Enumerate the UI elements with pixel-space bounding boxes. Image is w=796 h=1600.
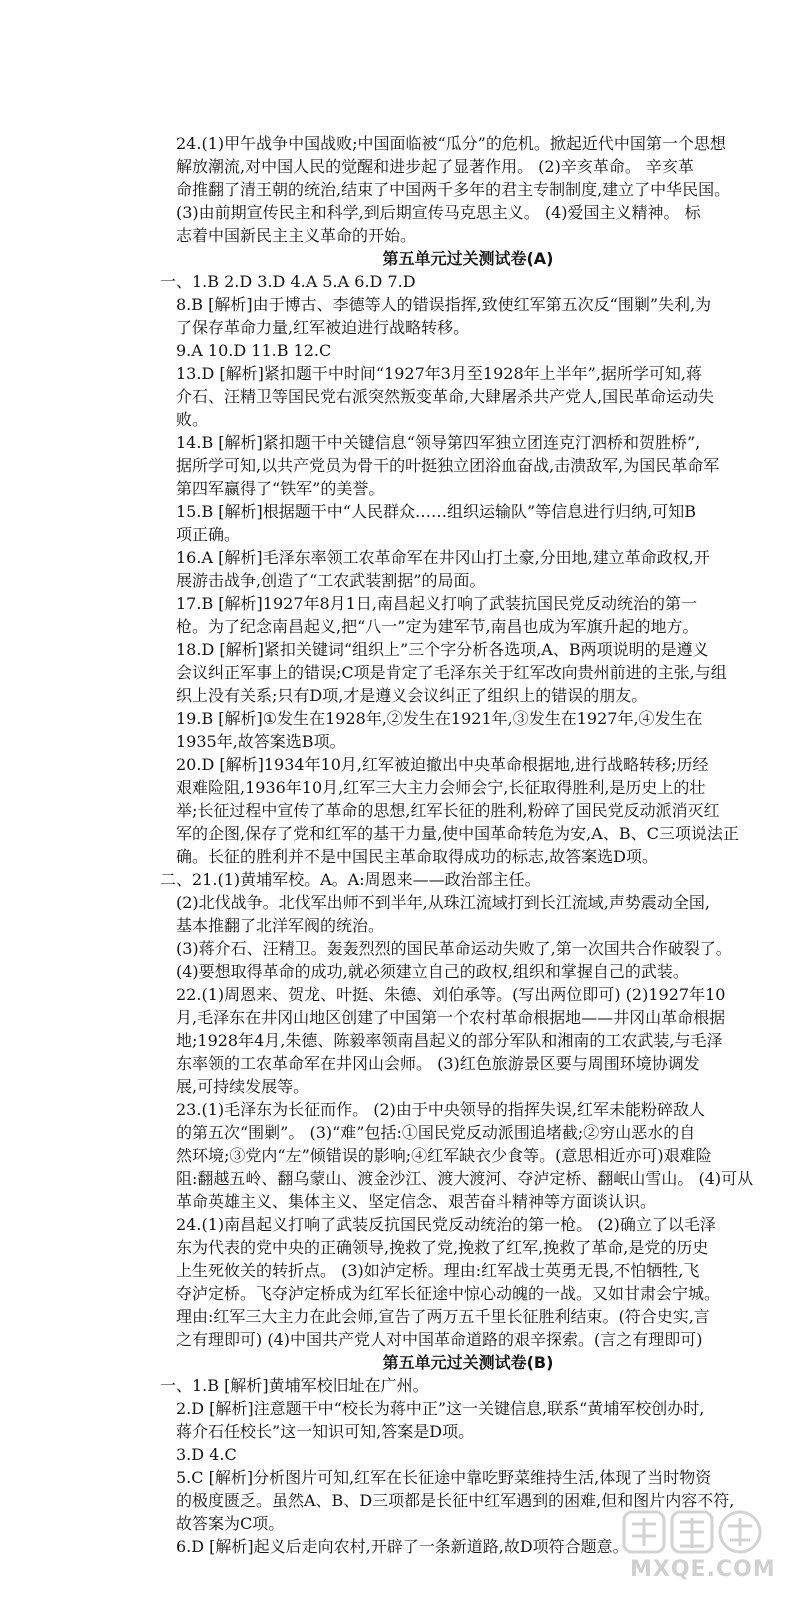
text-line: 一、1.B [解析]黄埔军校旧址在广州。 xyxy=(160,1376,429,1395)
text-line: 枪。为了纪念南昌起义,把“八一”定为建军节,南昌也成为军旗升起的地方。 xyxy=(176,617,699,636)
text-line: 9.A 10.D 11.B 12.C xyxy=(176,341,332,360)
text-line: 解放潮流,对中国人民的觉醒和进步起了显著作用。 (2)辛亥革命。 辛亥革 xyxy=(176,157,694,176)
text-line: 二、21.(1)黄埔军校。A。A:周恩来——政治部主任。 xyxy=(160,870,541,889)
text-line: 东率领的工农革命军在井冈山会师。 (3)红色旅游景区要与周围环境协调发 xyxy=(176,1054,700,1073)
text-line: 24.(1)甲午战争中国战败;中国面临被“瓜分”的危机。掀起近代中国第一个思想 xyxy=(176,134,726,153)
text-line: 命推翻了清王朝的统治,结束了中国两千多年的君主专制制度,建立了中华民国。 xyxy=(176,180,731,199)
text-line: 2.D [解析]注意题干中“校长为蒋中正”这一关键信息,联系“黄埔军校创办时, xyxy=(176,1399,705,1418)
text-line: 地;1928年4月,朱德、陈毅率领南昌起义的部分军队和湘南的工农武装,与毛泽 xyxy=(176,1031,723,1050)
text-line: 举;长征过程中宣传了革命的思想,红军长征的胜利,粉碎了国民党反动派消灭红 xyxy=(176,801,720,820)
text-line: 8.B [解析]由于博古、李德等人的错误指挥,致使红军第五次反“围剿”失利,为 xyxy=(176,295,712,314)
text-line: 的第五次“围剿”。 (3)“难”包括:①国民党反动派围追堵截;②穷山恶水的自 xyxy=(176,1123,696,1142)
text-line: 3.D 4.C xyxy=(176,1445,237,1464)
text-line: 志着中国新民主主义革命的开始。 xyxy=(176,226,417,245)
answer-text-block xyxy=(160,132,760,1558)
text-line: (3)由前期宣传民主和科学,到后期宣传马克思主义。 (4)爱国主义精神。 标 xyxy=(176,203,701,222)
text-line: 艰难险阻,1936年10月,红军三大主力会师会宁,长征取得胜利,是历史上的壮 xyxy=(176,778,706,797)
section-heading: 第五单元过关测试卷(A) xyxy=(382,249,554,268)
text-line: 展,可持续发展等。 xyxy=(176,1077,310,1096)
text-line: 织上没有关系;只有D项,才是遵义会议纠正了组织上的错误的朋友。 xyxy=(176,686,648,705)
text-line: 蒋介石任校长”这一知识可知,答案是D项。 xyxy=(176,1422,475,1441)
text-line: 第四军赢得了“铁军”的美誉。 xyxy=(176,479,385,498)
text-line: 项正确。 xyxy=(176,525,241,544)
text-line: (3)蒋介石、汪精卫。轰轰烈烈的国民革命运动失败了,第一次国共合作破裂了。 xyxy=(176,939,732,958)
text-line: 14.B [解析]紧扣题干中关键信息“领导第四军独立团连克汀泗桥和贺胜桥”, xyxy=(176,433,701,452)
text-line: 基本推翻了北洋军阀的统治。 xyxy=(176,916,385,935)
watermark-logo xyxy=(616,1506,776,1582)
text-line: 18.D [解析]紧扣关键词“组织上”三个字分析各选项,A、B两项说明的是遵义 xyxy=(176,640,709,659)
text-line: 6.D [解析]起义后走向农村,开辟了一条新道路,故D项符合题意。 xyxy=(176,1537,629,1556)
text-line: 24.(1)南昌起义打响了武装反抗国民党反动统治的第一枪。 (2)确立了以毛泽 xyxy=(176,1215,716,1234)
text-line: 上生死攸关的转折点。 (3)如泸定桥。理由:红军战士英勇无畏,不怕牺牲,飞 xyxy=(176,1261,700,1280)
text-line: 介石、汪精卫等国民党右派突然叛变革命,大肆屠杀共产党人,国民革命运动失 xyxy=(176,387,715,406)
text-line: 东为代表的党中央的正确领导,挽救了党,挽救了红军,挽救了革命,是党的历史 xyxy=(176,1238,709,1257)
text-line: 15.B [解析]根据题干中“人民群众……组织运输队”等信息进行归纳,可知B xyxy=(176,502,696,521)
text-line: 军的企图,保存了党和红军的基干力量,使中国革命转危为安,A、B、C三项说法正 xyxy=(176,824,739,843)
text-line: 的极度匮乏。虽然A、B、D三项都是长征中红军遇到的困难,但和图片内容不符, xyxy=(176,1491,735,1510)
text-line: 23.(1)毛泽东为长征而作。 (2)由于中央领导的指挥失误,红军未能粉碎敌人 xyxy=(176,1100,705,1119)
text-line: (2)北伐战争。北伐军出师不到半年,从珠江流域打到长江流域,声势震动全国, xyxy=(176,893,710,912)
text-line: 5.C [解析]分析图片可知,红军在长征途中靠吃野菜维持生活,体现了当时物资 xyxy=(176,1468,712,1487)
watermark-text: MXQE.COM xyxy=(630,1557,776,1582)
text-line: 月,毛泽东在井冈山地区创建了中国第一个农村革命根据地——井冈山革命根据 xyxy=(176,1008,726,1027)
text-line: 22.(1)周恩来、贺龙、叶挺、朱德、刘伯承等。(写出两位即可) (2)1927年10 xyxy=(176,985,726,1004)
text-line: 一、1.B 2.D 3.D 4.A 5.A 6.D 7.D xyxy=(160,272,416,291)
text-line: 故答案为C项。 xyxy=(176,1514,285,1533)
text-line: (4)要想取得革命的成功,就必须建立自己的政权,组织和掌握自己的武装。 xyxy=(176,962,689,981)
text-line: 确。长征的胜利并不是中国民主革命取得成功的标志,故答案选D项。 xyxy=(176,847,658,866)
text-line: 败。 xyxy=(176,410,209,429)
text-line: 13.D [解析]紧扣题干中时间“1927年3月至1928年上半年”,据所学可知,蒋 xyxy=(176,364,702,383)
text-line: 会议纠正军事上的错误;C项是肯定了毛泽东关于红军改向贵州前进的主张,与组 xyxy=(176,663,727,682)
text-line: 17.B [解析]1927年8月1日,南昌起义打响了武装抗国民党反动统治的第一 xyxy=(176,594,697,613)
text-line: 展游击战争,创造了“工农武装割据”的局面。 xyxy=(176,571,486,590)
text-line: 革命英雄主义、集体主义、坚定信念、艰苦奋斗精神等方面谈认识。 xyxy=(176,1192,657,1211)
text-line: 阻:翻越五岭、翻乌蒙山、渡金沙江、渡大渡河、夺泸定桥、翻岷山雪山。 (4)可从 xyxy=(176,1169,754,1188)
text-line: 据所学可知,以共产党员为骨干的叶挺独立团浴血奋战,击溃敌军,为国民革命军 xyxy=(176,456,720,475)
text-line: 理由:红军三大主力在此会师,宣告了两万五千里长征胜利结束。(符合史实,言 xyxy=(176,1307,710,1326)
text-line: 1935年,故答案选B项。 xyxy=(176,732,346,751)
text-line: 然环境;③党内“左”倾错误的影响;④红军缺衣少食等。(意思相近亦可)艰难险 xyxy=(176,1146,712,1165)
text-line: 19.B [解析]①发生在1928年,②发生在1921年,③发生在1927年,④发生在 xyxy=(176,709,703,728)
text-line: 16.A [解析]毛泽东率领工农革命军在井冈山打土豪,分田地,建立革命政权,开 xyxy=(176,548,710,567)
text-line: 了保存革命力量,红军被迫进行战略转移。 xyxy=(176,318,470,337)
text-line: 之有理即可) (4)中国共产党人对中国革命道路的艰辛探索。(言之有理即可) xyxy=(176,1330,703,1349)
section-heading: 第五单元过关测试卷(B) xyxy=(382,1353,554,1372)
text-line: 20.D [解析]1934年10月,红军被迫撤出中央革命根据地,进行战略转移;历经 xyxy=(176,755,709,774)
text-line: 夺泸定桥。飞夺泸定桥成为红军长征途中惊心动魄的一战。又如甘肃会宁城。 xyxy=(176,1284,721,1303)
